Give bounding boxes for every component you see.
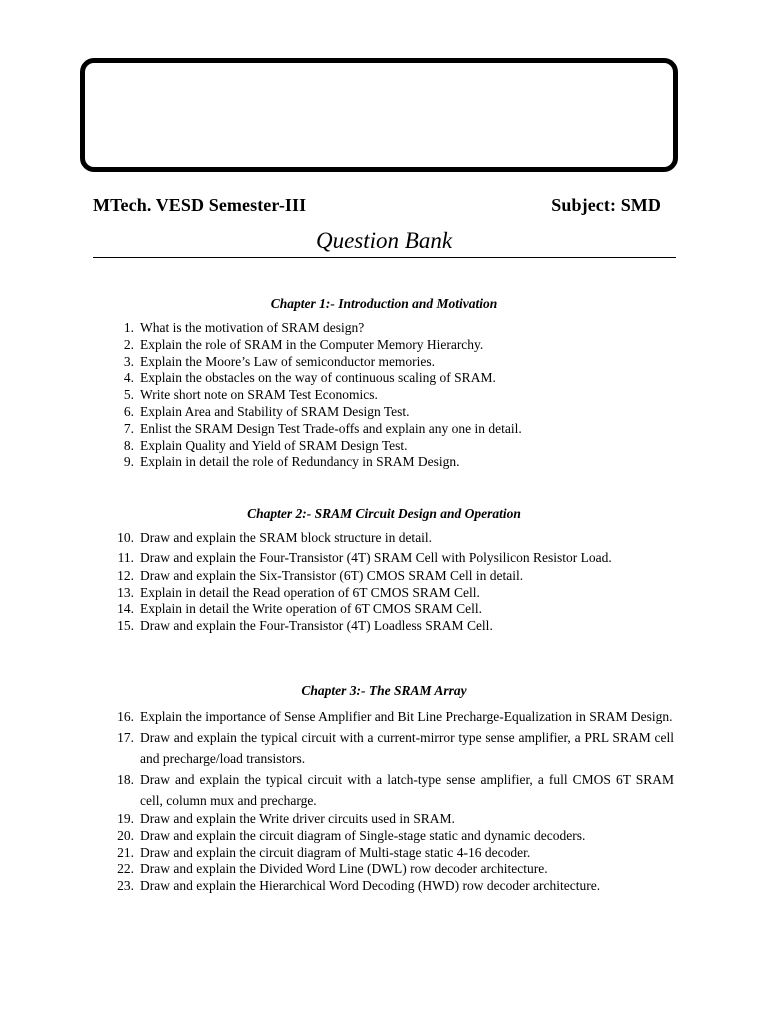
question-text: Enlist the SRAM Design Test Trade-offs and explain any one in detail. (140, 420, 522, 436)
question-text: Explain Quality and Yield of SRAM Design Test. (140, 437, 408, 453)
question-item (96, 354, 674, 371)
question-item (96, 706, 674, 727)
question-item (96, 845, 674, 862)
question-text: Draw and explain the circuit diagram of Multi-stage static 4-16 decoder. (140, 844, 531, 860)
question-text: What is the motivation of SRAM design? (140, 320, 365, 335)
question-list-chapter-3 (96, 706, 674, 895)
page-title: Question Bank (315, 228, 453, 253)
question-text: Explain the obstacles on the way of continuous scaling of SRAM. (140, 370, 496, 386)
question-number: 22. (117, 861, 134, 877)
question-item (96, 727, 674, 769)
question-number: 5. (123, 387, 134, 403)
question-number: 9. (123, 454, 134, 470)
question-text: Draw and explain the Six-Transistor (6T) CMOS SRAM Cell in detail. (140, 567, 524, 583)
question-item (96, 438, 674, 455)
question-number: 19. (117, 811, 134, 826)
question-text: Draw and explain the Divided Word Line (DWL) row decoder architecture. (140, 861, 548, 877)
question-number: 10. (117, 530, 134, 545)
question-number: 18. (117, 772, 134, 787)
header-frame (80, 58, 678, 172)
question-number: 8. (123, 437, 134, 453)
question-item (96, 878, 674, 895)
question-text: Explain in detail the role of Redundancy in SRAM Design. (140, 454, 460, 470)
question-number: 4. (123, 370, 134, 386)
question-item (96, 337, 674, 354)
question-item (96, 861, 674, 878)
question-list-chapter-1 (96, 320, 674, 471)
question-item (96, 370, 674, 387)
question-number: 7. (123, 420, 134, 436)
question-text: Draw and explain the Four-Transistor (4T) Loadless SRAM Cell. (140, 618, 493, 634)
question-number: 2. (123, 336, 134, 352)
question-list-chapter-2 (96, 530, 674, 635)
question-text: Explain in detail the Write operation of 6T CMOS SRAM Cell. (140, 601, 483, 617)
chapter-heading-2: Chapter 2:- SRAM Circuit Design and Operation (247, 506, 521, 521)
question-item (96, 769, 674, 811)
question-item (96, 568, 674, 585)
chapter-heading-1: Chapter 1:- Introduction and Motivation (270, 296, 498, 311)
question-text: Write short note on SRAM Test Economics. (140, 387, 378, 403)
question-number: 14. (117, 601, 134, 617)
question-number: 15. (117, 618, 134, 634)
question-item (96, 421, 674, 438)
question-text: Explain the role of SRAM in the Computer Memory Hierarchy. (140, 336, 484, 352)
question-number: 3. (123, 353, 134, 369)
question-number: 11. (117, 549, 134, 565)
question-text: Draw and explain the Four-Transistor (4T) SRAM Cell with Polysilicon Resistor Load. (140, 549, 612, 565)
question-text: Draw and explain the typical circuit with a current-mirror type sense amplifier, a PRL SRAM cell and precharge/load transistors. (140, 730, 674, 766)
question-item (96, 585, 674, 602)
question-item (96, 454, 674, 471)
question-number: 13. (117, 584, 134, 600)
question-text: Draw and explain the Hierarchical Word Decoding (HWD) row decoder architecture. (140, 878, 601, 894)
subject-label: Subject: SMD (551, 195, 661, 215)
question-number: 12. (117, 567, 134, 583)
question-text: Draw and explain the circuit diagram of Single-stage static and dynamic decoders. (140, 827, 586, 843)
question-text: Draw and explain the typical circuit with a latch-type sense amplifier, a full CMOS 6T SRAM cell, column mux and precharge. (140, 772, 674, 808)
question-text: Explain Area and Stability of SRAM Design Test. (140, 403, 410, 419)
question-item (96, 320, 674, 337)
question-text: Explain the Moore’s Law of semiconductor memories. (140, 353, 436, 369)
question-text: Draw and explain the SRAM block structure in detail. (140, 530, 433, 545)
question-number: 21. (117, 844, 134, 860)
question-item (96, 404, 674, 421)
question-text: Explain the importance of Sense Amplifier and Bit Line Precharge-Equalization in SRAM Design. (140, 709, 673, 724)
question-item (96, 530, 674, 547)
question-item (96, 601, 674, 618)
question-number: 6. (123, 403, 134, 419)
question-item (96, 811, 674, 828)
title-divider (93, 257, 676, 258)
question-text: Draw and explain the Write driver circuits used in SRAM. (140, 811, 455, 826)
question-item (96, 618, 674, 635)
program-label: MTech. VESD Semester-III (93, 195, 307, 215)
question-text: Explain in detail the Read operation of 6T CMOS SRAM Cell. (140, 584, 480, 600)
question-number: 16. (117, 709, 134, 724)
question-number: 23. (117, 878, 134, 894)
question-number: 17. (117, 730, 134, 745)
course-info-row (93, 195, 661, 216)
question-item (96, 547, 674, 568)
chapter-heading-3: Chapter 3:- The SRAM Array (301, 683, 467, 698)
question-item (96, 387, 674, 404)
question-item (96, 828, 674, 845)
question-number: 20. (117, 827, 134, 843)
question-number: 1. (123, 320, 134, 335)
